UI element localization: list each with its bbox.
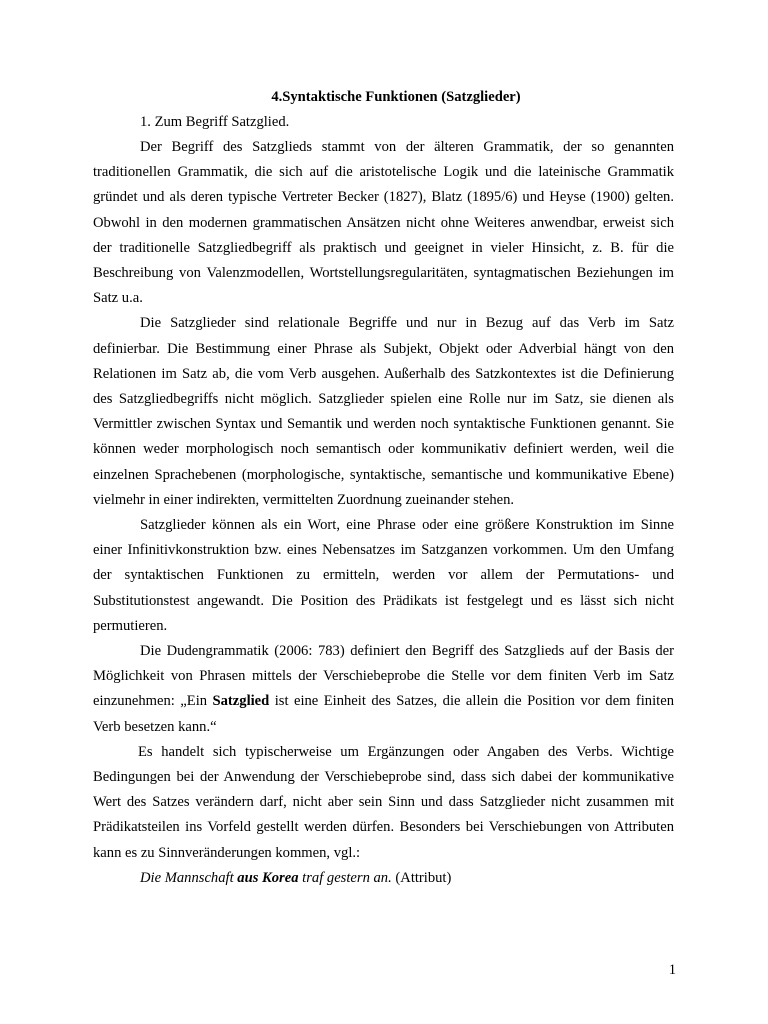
section-heading: 1. Zum Begriff Satzglied. (140, 114, 290, 130)
page-number: 1 (668, 962, 676, 978)
paragraph-origin: Der Begriff des Satzglieds stammt von der älteren Grammatik, der so genannten traditionellen Grammatik, die sich auf die aristotelische Logik und die lateinische Grammatik gründet und als deren typische Vertreter Becker (1827), Blatz (1895/6) und Heyse (1900) gelten. Obwohl in den modernen grammatischen Ansätzen nicht ohne Weiteres anwendbar, erweist sich der traditionelle Satzgliedbegriff als praktisch und geeignet in vieler Hinsicht, z. B. für die Beschreibung von Valenzmodellen, Wortstellungsregularitäten, syntagmatischen Beziehungen im Satz u.a. (93, 139, 674, 307)
example-annotation: (Attribut) (391, 869, 452, 886)
term-satzglied: Satzglied (212, 693, 270, 710)
chapter-title: 4.Syntaktische Funktionen (Satzglieder) (271, 89, 521, 105)
paragraph-constituents: Satzglieder können als ein Wort, eine Phrase oder eine größere Konstruktion im Sinne einer Infinitivkonstruktion bzw. eines Nebensatzes im Satzganzen vorkommen. Um den Umfang der syntaktischen Funktionen zu ermitteln, werden vor allem der Permutations- und Substitutionstest angewandt. Die Position des Prädikats ist festgelegt und es lässt sich nicht permutieren. (93, 517, 674, 634)
document-body (93, 85, 674, 891)
example-sentence (93, 866, 674, 891)
duden-text-after: ist eine Einheit des Satzes, die allein die Position vor dem finiten Verb besetzen kann.“ (93, 693, 674, 735)
example-attribute: aus Korea (237, 869, 299, 886)
example-part-1: Die Mannschaft (140, 869, 238, 886)
paragraph-duden-definition (93, 639, 674, 740)
paragraph-conditions: Es handelt sich typischerweise um Ergänzungen oder Angaben des Verbs. Wichtige Bedingungen bei der Anwendung der Verschiebeprobe sind, dass sich dabei der kommunikative Wert des Satzes verändern darf, nicht aber sein Sinn und dass Satzglieder nicht zusammen mit Prädikatsteilen ins Vorfeld gestellt werden dürfen. Besonders bei Verschiebungen von Attributen kann es zu Sinnveränderungen kommen, vgl.: (93, 743, 674, 861)
example-part-2: traf gestern an. (298, 869, 392, 886)
duden-text-before: Die Dudengrammatik (2006: 783) definiert den Begriff des Satzglieds auf der Basis der Möglichkeit von Phrasen mittels der Verschiebeprobe die Stelle vor dem finiten Verb im Satz einzunehmen: „Ein (93, 643, 674, 710)
paragraph-relational: Die Satzglieder sind relationale Begriffe und nur in Bezug auf das Verb im Satz definierbar. Die Bestimmung einer Phrase als Subjekt, Objekt oder Adverbial hängt von den Relationen im Satz ab, die vom Verb ausgehen. Außerhalb des Satzkontextes ist die Definierung des Satzgliedbegriffs nicht möglich. Satzglieder spielen eine Rolle nur im Satz, sie dienen als Vermittler zwischen Syntax und Semantik und werden noch syntaktische Funktionen genannt. Sie können weder morphologisch noch semantisch oder kommunikativ definiert werden, weil die einzelnen Sprachebenen (morphologische, syntaktische, semantische und kommunikative Ebene) vielmehr in einer indirekten, vermittelten Zuordnung zueinander stehen. (93, 315, 674, 508)
